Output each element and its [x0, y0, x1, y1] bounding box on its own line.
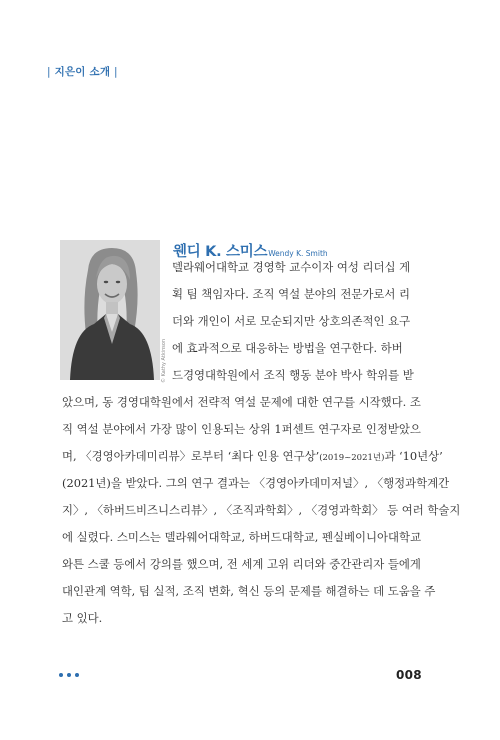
bio-line: 았으며, 동 경영대학원에서 전략적 역설 문제에 대한 연구를 시작했다. 조	[62, 395, 421, 409]
bio-line: 와튼 스쿨 등에서 강의를 했으며, 전 세계 고위 리더와 중간관리자 들에게	[62, 557, 421, 571]
bio-line: 직 역설 분야에서 가장 많이 인용되는 상위 1퍼센트 연구자로 인정받았으	[62, 422, 421, 436]
bio-line: (2021년)을 받았다. 그의 연구 결과는 〈경영아카데미저널〉, 〈행정과학계간	[62, 476, 450, 490]
photo-credit: © Kathy Atkinson	[161, 338, 167, 383]
author-name-english: Wendy K. Smith	[268, 249, 328, 258]
bio-line: 대인관계 역학, 팀 실적, 조직 변화, 혁신 등의 문제를 해결하는 데 도움을 주	[62, 584, 436, 598]
footer-dot	[59, 673, 63, 677]
bio-line-tail: 과 ‘10년상’	[384, 449, 443, 463]
bio-line: 에 효과적으로 대응하는 방법을 연구한다. 하버	[172, 341, 403, 355]
bio-line: 드경영대학원에서 조직 행동 분야 박사 학위를 받	[172, 368, 414, 382]
page-number: 008	[396, 668, 422, 682]
author-name-korean: 웬디 K. 스미스	[173, 244, 268, 260]
section-bar-right: |	[114, 66, 118, 78]
footer-dot	[75, 673, 79, 677]
bio-line: 더와 개인이 서로 모순되지만 상호의존적인 요구	[172, 314, 411, 328]
section-header	[47, 64, 118, 79]
bio-line: 에 실렸다. 스미스는 델라웨어대학교, 하버드대학교, 펜실베이니아대학교	[62, 530, 422, 544]
bio-line	[62, 449, 443, 465]
bio-line: 고 있다.	[62, 611, 103, 625]
bio-line: 획 팀 책임자다. 조직 역설 분야의 전문가로서 리	[172, 287, 411, 301]
section-bar-left: |	[47, 66, 51, 78]
bio-line: 지〉, 〈하버드비즈니스리뷰〉, 〈조직과학회〉, 〈경영과학회〉 등 여러 학술지	[62, 503, 461, 517]
bio-line-text: 며, 〈경영아카데미리뷰〉로부터 ‘최다 인용 연구상’	[62, 449, 320, 463]
footer-dot	[67, 673, 71, 677]
footer-dots	[59, 673, 79, 677]
section-title: 지은이 소개	[54, 66, 111, 78]
award-years: (2019~2021년)	[319, 453, 385, 463]
bio-line: 델라웨어대학교 경영학 교수이자 여성 리더십 게	[172, 260, 411, 274]
author-photo	[60, 240, 160, 380]
author-heading	[173, 240, 328, 261]
